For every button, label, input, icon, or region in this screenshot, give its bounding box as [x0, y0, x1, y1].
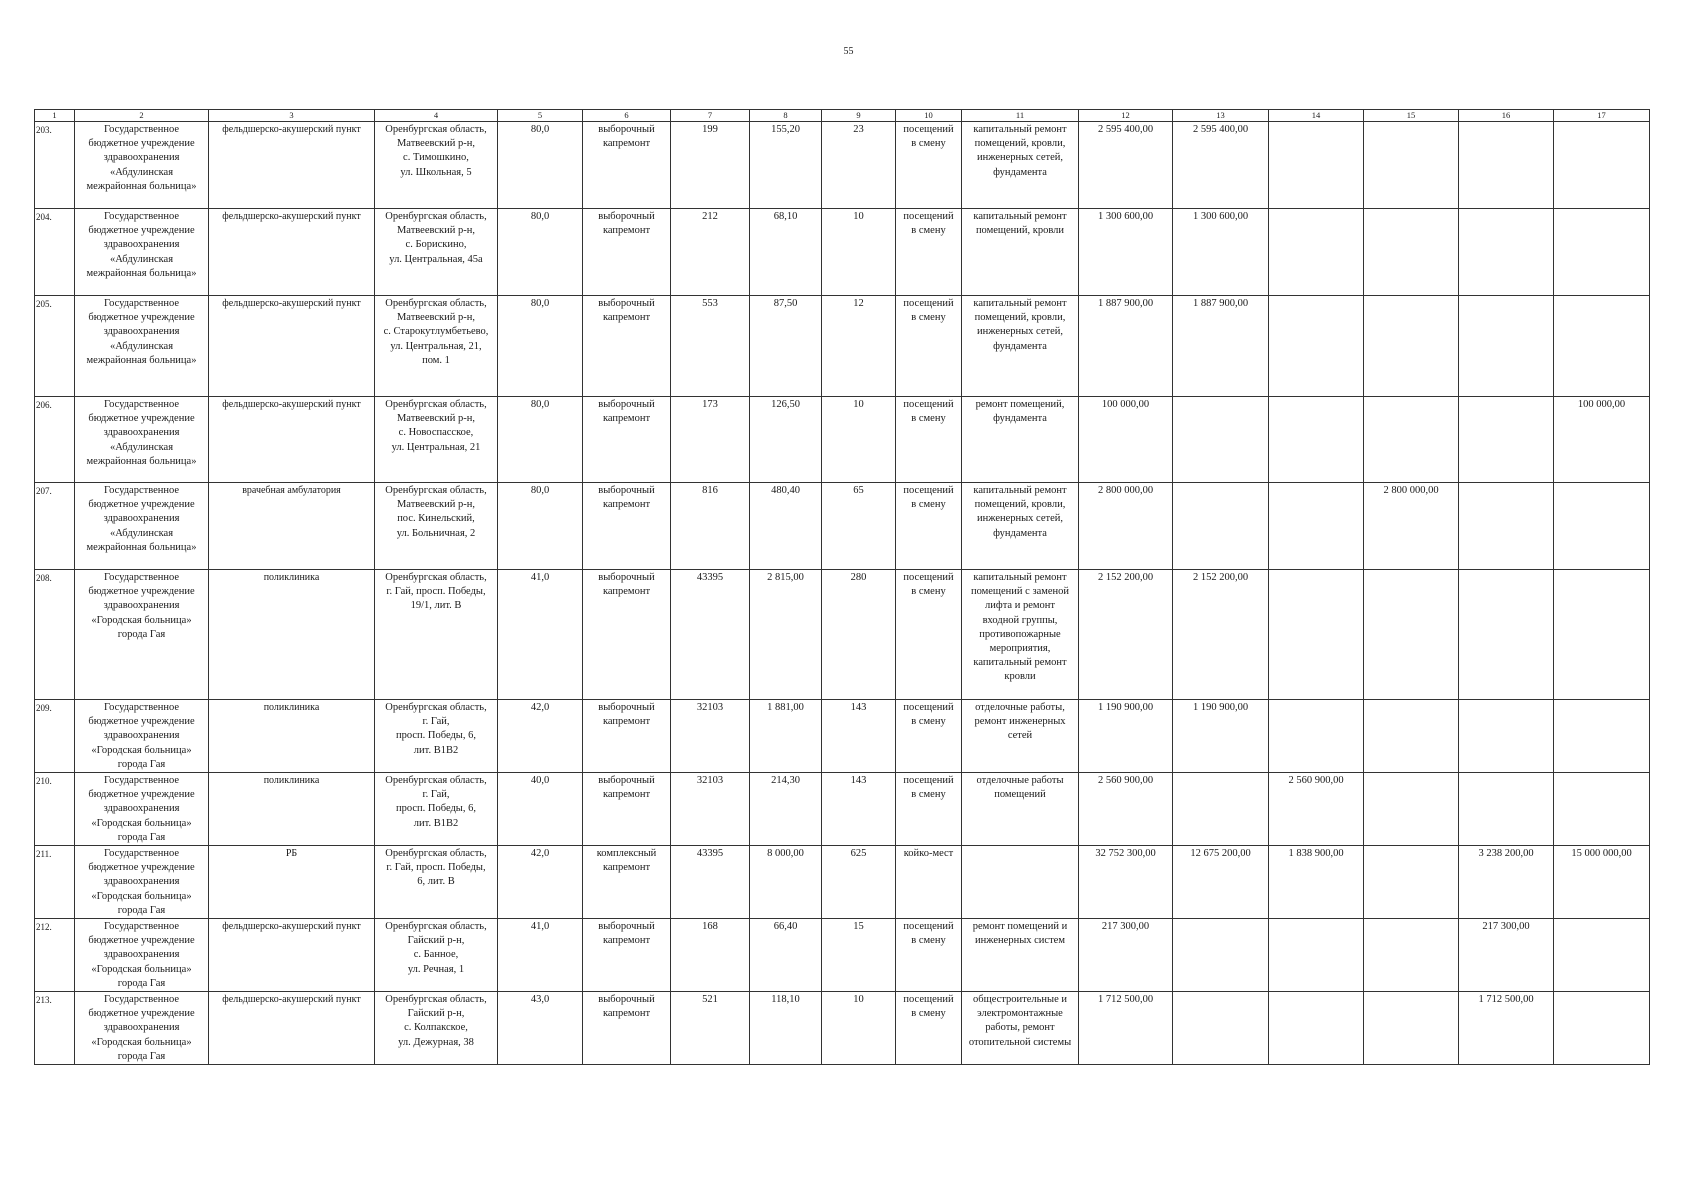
cost-col-13-cell	[1173, 992, 1269, 1065]
facility-type-cell: фельдшерско-акушерский пункт	[209, 209, 375, 296]
col-7-cell: 43395	[671, 846, 750, 919]
repair-type-cell: выборочный капремонт	[583, 209, 671, 296]
row-number-cell: 212.	[35, 919, 75, 992]
row-number-cell: 208.	[35, 570, 75, 700]
work-description-cell: капитальный ремонт помещений с заменой лифта и ремонт входной группы, противопожарные мероприятия, капитальный ремонт кровли	[962, 570, 1079, 700]
cost-col-15-cell	[1364, 992, 1459, 1065]
header-cell: 14	[1269, 110, 1364, 122]
work-description-cell: ремонт помещений и инженерных систем	[962, 919, 1079, 992]
repair-type-cell: выборочный капремонт	[583, 570, 671, 700]
header-cell: 6	[583, 110, 671, 122]
cost-col-15-cell	[1364, 700, 1459, 773]
institution-cell: Государственное бюджетное учреждение здравоохранения «Абдулинская межрайонная больница»	[75, 209, 209, 296]
cost-col-14-cell	[1269, 122, 1364, 209]
cost-col-13-cell	[1173, 397, 1269, 483]
facility-type-cell: поликлиника	[209, 773, 375, 846]
cost-col-15-cell	[1364, 919, 1459, 992]
work-description-cell: отделочные работы, ремонт инженерных сетей	[962, 700, 1079, 773]
table-row	[35, 919, 1650, 992]
cost-col-16-cell: 217 300,00	[1459, 919, 1554, 992]
institution-cell: Государственное бюджетное учреждение здравоохранения «Абдулинская межрайонная больница»	[75, 122, 209, 209]
cost-col-13-cell: 1 190 900,00	[1173, 700, 1269, 773]
capacity-unit-cell: койко-мест	[896, 846, 962, 919]
capacity-unit-cell: посещений в смену	[896, 397, 962, 483]
cost-col-16-cell	[1459, 122, 1554, 209]
header-cell: 4	[375, 110, 498, 122]
header-cell: 2	[75, 110, 209, 122]
wear-percent-cell: 80,0	[498, 122, 583, 209]
work-description-cell: общестроительные и электромонтажные работы, ремонт отопительной системы	[962, 992, 1079, 1065]
cost-col-13-cell	[1173, 483, 1269, 570]
institution-cell: Государственное бюджетное учреждение здравоохранения «Городская больница» города Гая	[75, 570, 209, 700]
cost-col-16-cell	[1459, 397, 1554, 483]
wear-percent-cell: 42,0	[498, 846, 583, 919]
repair-type-cell: выборочный капремонт	[583, 296, 671, 397]
col-7-cell: 199	[671, 122, 750, 209]
institution-cell: Государственное бюджетное учреждение здравоохранения «Абдулинская межрайонная больница»	[75, 397, 209, 483]
cost-col-17-cell	[1554, 122, 1650, 209]
repair-type-cell: выборочный капремонт	[583, 397, 671, 483]
table-row	[35, 846, 1650, 919]
address-cell: Оренбургская область, г. Гай, просп. Победы, 6, лит. В1В2	[375, 700, 498, 773]
repair-type-cell: выборочный капремонт	[583, 700, 671, 773]
area-cell: 66,40	[750, 919, 822, 992]
cost-col-14-cell	[1269, 483, 1364, 570]
wear-percent-cell: 80,0	[498, 397, 583, 483]
area-cell: 126,50	[750, 397, 822, 483]
data-table	[34, 109, 1650, 1065]
total-cost-cell: 2 152 200,00	[1079, 570, 1173, 700]
header-cell: 16	[1459, 110, 1554, 122]
capacity-unit-cell: посещений в смену	[896, 209, 962, 296]
facility-type-cell: поликлиника	[209, 570, 375, 700]
cost-col-14-cell	[1269, 209, 1364, 296]
capacity-cell: 65	[822, 483, 896, 570]
capacity-cell: 23	[822, 122, 896, 209]
wear-percent-cell: 80,0	[498, 209, 583, 296]
area-cell: 8 000,00	[750, 846, 822, 919]
cost-col-16-cell	[1459, 700, 1554, 773]
area-cell: 68,10	[750, 209, 822, 296]
wear-percent-cell: 43,0	[498, 992, 583, 1065]
institution-cell: Государственное бюджетное учреждение здравоохранения «Городская больница» города Гая	[75, 919, 209, 992]
work-description-cell: ремонт помещений, фундамента	[962, 397, 1079, 483]
repair-type-cell: выборочный капремонт	[583, 483, 671, 570]
cost-col-14-cell	[1269, 700, 1364, 773]
address-cell: Оренбургская область, г. Гай, просп. Победы, 6, лит. В1В2	[375, 773, 498, 846]
row-number-cell: 206.	[35, 397, 75, 483]
row-number-cell: 207.	[35, 483, 75, 570]
col-7-cell: 816	[671, 483, 750, 570]
capacity-unit-cell: посещений в смену	[896, 919, 962, 992]
cost-col-13-cell	[1173, 919, 1269, 992]
work-description-cell: капитальный ремонт помещений, кровли, инженерных сетей, фундамента	[962, 483, 1079, 570]
cost-col-16-cell	[1459, 296, 1554, 397]
total-cost-cell: 1 300 600,00	[1079, 209, 1173, 296]
repair-type-cell: выборочный капремонт	[583, 773, 671, 846]
wear-percent-cell: 40,0	[498, 773, 583, 846]
address-cell: Оренбургская область, Матвеевский р-н, с. Тимошкино, ул. Школьная, 5	[375, 122, 498, 209]
capacity-cell: 143	[822, 773, 896, 846]
capacity-cell: 12	[822, 296, 896, 397]
facility-type-cell: фельдшерско-акушерский пункт	[209, 992, 375, 1065]
header-cell: 10	[896, 110, 962, 122]
total-cost-cell: 100 000,00	[1079, 397, 1173, 483]
cost-col-17-cell	[1554, 209, 1650, 296]
wear-percent-cell: 41,0	[498, 570, 583, 700]
cost-col-15-cell	[1364, 570, 1459, 700]
institution-cell: Государственное бюджетное учреждение здравоохранения «Городская больница» города Гая	[75, 773, 209, 846]
total-cost-cell: 1 190 900,00	[1079, 700, 1173, 773]
row-number-cell: 213.	[35, 992, 75, 1065]
capacity-cell: 10	[822, 992, 896, 1065]
wear-percent-cell: 41,0	[498, 919, 583, 992]
wear-percent-cell: 80,0	[498, 296, 583, 397]
cost-col-17-cell	[1554, 296, 1650, 397]
capacity-unit-cell: посещений в смену	[896, 122, 962, 209]
row-number-cell: 205.	[35, 296, 75, 397]
capacity-unit-cell: посещений в смену	[896, 483, 962, 570]
table-row	[35, 483, 1650, 570]
area-cell: 214,30	[750, 773, 822, 846]
row-number-cell: 210.	[35, 773, 75, 846]
total-cost-cell: 1 887 900,00	[1079, 296, 1173, 397]
total-cost-cell: 2 560 900,00	[1079, 773, 1173, 846]
address-cell: Оренбургская область, Матвеевский р-н, с. Новоспасское, ул. Центральная, 21	[375, 397, 498, 483]
cost-col-16-cell	[1459, 773, 1554, 846]
cost-col-14-cell	[1269, 992, 1364, 1065]
cost-col-13-cell: 1 300 600,00	[1173, 209, 1269, 296]
col-7-cell: 173	[671, 397, 750, 483]
address-cell: Оренбургская область, Гайский р-н, с. Колпакское, ул. Дежурная, 38	[375, 992, 498, 1065]
table-row	[35, 992, 1650, 1065]
header-row	[35, 110, 1650, 122]
work-description-cell: капитальный ремонт помещений, кровли, инженерных сетей, фундамента	[962, 122, 1079, 209]
repair-type-cell: выборочный капремонт	[583, 919, 671, 992]
repair-type-cell: комплексный капремонт	[583, 846, 671, 919]
capacity-unit-cell: посещений в смену	[896, 296, 962, 397]
col-7-cell: 43395	[671, 570, 750, 700]
cost-col-17-cell	[1554, 483, 1650, 570]
institution-cell: Государственное бюджетное учреждение здравоохранения «Абдулинская межрайонная больница»	[75, 296, 209, 397]
capacity-unit-cell: посещений в смену	[896, 773, 962, 846]
capacity-unit-cell: посещений в смену	[896, 570, 962, 700]
header-cell: 12	[1079, 110, 1173, 122]
cost-col-17-cell	[1554, 919, 1650, 992]
row-number-cell: 204.	[35, 209, 75, 296]
cost-col-17-cell: 100 000,00	[1554, 397, 1650, 483]
area-cell: 1 881,00	[750, 700, 822, 773]
cost-col-16-cell: 1 712 500,00	[1459, 992, 1554, 1065]
table-row	[35, 122, 1650, 209]
total-cost-cell: 2 595 400,00	[1079, 122, 1173, 209]
repair-type-cell: выборочный капремонт	[583, 122, 671, 209]
work-description-cell	[962, 846, 1079, 919]
row-number-cell: 203.	[35, 122, 75, 209]
institution-cell: Государственное бюджетное учреждение здравоохранения «Городская больница» города Гая	[75, 992, 209, 1065]
cost-col-17-cell	[1554, 570, 1650, 700]
cost-col-14-cell: 1 838 900,00	[1269, 846, 1364, 919]
table-row	[35, 773, 1650, 846]
institution-cell: Государственное бюджетное учреждение здравоохранения «Городская больница» города Гая	[75, 700, 209, 773]
col-7-cell: 553	[671, 296, 750, 397]
header-cell: 8	[750, 110, 822, 122]
cost-col-17-cell	[1554, 700, 1650, 773]
cost-col-15-cell	[1364, 773, 1459, 846]
cost-col-17-cell	[1554, 992, 1650, 1065]
cost-col-14-cell	[1269, 570, 1364, 700]
facility-type-cell: фельдшерско-акушерский пункт	[209, 296, 375, 397]
col-7-cell: 32103	[671, 773, 750, 846]
institution-cell: Государственное бюджетное учреждение здравоохранения «Абдулинская межрайонная больница»	[75, 483, 209, 570]
cost-col-13-cell	[1173, 773, 1269, 846]
cost-col-16-cell: 3 238 200,00	[1459, 846, 1554, 919]
cost-col-15-cell	[1364, 122, 1459, 209]
capacity-cell: 280	[822, 570, 896, 700]
address-cell: Оренбургская область, Гайский р-н, с. Банное, ул. Речная, 1	[375, 919, 498, 992]
work-description-cell: отделочные работы помещений	[962, 773, 1079, 846]
capacity-cell: 625	[822, 846, 896, 919]
header-cell: 13	[1173, 110, 1269, 122]
header-cell: 3	[209, 110, 375, 122]
area-cell: 87,50	[750, 296, 822, 397]
area-cell: 155,20	[750, 122, 822, 209]
cost-col-13-cell: 1 887 900,00	[1173, 296, 1269, 397]
header-cell: 9	[822, 110, 896, 122]
table-row	[35, 209, 1650, 296]
area-cell: 480,40	[750, 483, 822, 570]
total-cost-cell: 32 752 300,00	[1079, 846, 1173, 919]
header-cell: 11	[962, 110, 1079, 122]
cost-col-14-cell	[1269, 296, 1364, 397]
header-cell: 17	[1554, 110, 1650, 122]
cost-col-16-cell	[1459, 209, 1554, 296]
total-cost-cell: 217 300,00	[1079, 919, 1173, 992]
page-number: 55	[843, 46, 854, 57]
facility-type-cell: фельдшерско-акушерский пункт	[209, 122, 375, 209]
wear-percent-cell: 80,0	[498, 483, 583, 570]
col-7-cell: 521	[671, 992, 750, 1065]
facility-type-cell: фельдшерско-акушерский пункт	[209, 919, 375, 992]
institution-cell: Государственное бюджетное учреждение здравоохранения «Городская больница» города Гая	[75, 846, 209, 919]
cost-col-15-cell	[1364, 296, 1459, 397]
cost-col-15-cell	[1364, 397, 1459, 483]
col-7-cell: 32103	[671, 700, 750, 773]
cost-col-13-cell: 12 675 200,00	[1173, 846, 1269, 919]
cost-col-14-cell	[1269, 397, 1364, 483]
address-cell: Оренбургская область, Матвеевский р-н, пос. Кинельский, ул. Больничная, 2	[375, 483, 498, 570]
cost-col-16-cell	[1459, 570, 1554, 700]
total-cost-cell: 2 800 000,00	[1079, 483, 1173, 570]
col-7-cell: 168	[671, 919, 750, 992]
capacity-unit-cell: посещений в смену	[896, 992, 962, 1065]
header-cell: 5	[498, 110, 583, 122]
capacity-cell: 10	[822, 209, 896, 296]
table-row	[35, 296, 1650, 397]
facility-type-cell: фельдшерско-акушерский пункт	[209, 397, 375, 483]
cost-col-13-cell: 2 152 200,00	[1173, 570, 1269, 700]
cost-col-13-cell: 2 595 400,00	[1173, 122, 1269, 209]
work-description-cell: капитальный ремонт помещений, кровли, инженерных сетей, фундамента	[962, 296, 1079, 397]
header-cell: 15	[1364, 110, 1459, 122]
facility-type-cell: врачебная амбулатория	[209, 483, 375, 570]
capacity-unit-cell: посещений в смену	[896, 700, 962, 773]
capacity-cell: 15	[822, 919, 896, 992]
table-row	[35, 570, 1650, 700]
table-row	[35, 700, 1650, 773]
address-cell: Оренбургская область, г. Гай, просп. Победы, 6, лит. В	[375, 846, 498, 919]
repair-type-cell: выборочный капремонт	[583, 992, 671, 1065]
address-cell: Оренбургская область, Матвеевский р-н, с. Старокутлумбетьево, ул. Центральная, 21, пом. 1	[375, 296, 498, 397]
facility-type-cell: поликлиника	[209, 700, 375, 773]
row-number-cell: 211.	[35, 846, 75, 919]
cost-col-15-cell	[1364, 846, 1459, 919]
capacity-cell: 143	[822, 700, 896, 773]
capacity-cell: 10	[822, 397, 896, 483]
cost-col-15-cell: 2 800 000,00	[1364, 483, 1459, 570]
cost-col-14-cell	[1269, 919, 1364, 992]
work-description-cell: капитальный ремонт помещений, кровли	[962, 209, 1079, 296]
address-cell: Оренбургская область, г. Гай, просп. Победы, 19/1, лит. В	[375, 570, 498, 700]
total-cost-cell: 1 712 500,00	[1079, 992, 1173, 1065]
row-number-cell: 209.	[35, 700, 75, 773]
cost-col-17-cell	[1554, 773, 1650, 846]
cost-col-14-cell: 2 560 900,00	[1269, 773, 1364, 846]
area-cell: 2 815,00	[750, 570, 822, 700]
cost-col-15-cell	[1364, 209, 1459, 296]
table-row	[35, 397, 1650, 483]
facility-type-cell: РБ	[209, 846, 375, 919]
wear-percent-cell: 42,0	[498, 700, 583, 773]
header-cell: 7	[671, 110, 750, 122]
area-cell: 118,10	[750, 992, 822, 1065]
cost-col-17-cell: 15 000 000,00	[1554, 846, 1650, 919]
col-7-cell: 212	[671, 209, 750, 296]
address-cell: Оренбургская область, Матвеевский р-н, с. Борискино, ул. Центральная, 45а	[375, 209, 498, 296]
cost-col-16-cell	[1459, 483, 1554, 570]
header-cell: 1	[35, 110, 75, 122]
